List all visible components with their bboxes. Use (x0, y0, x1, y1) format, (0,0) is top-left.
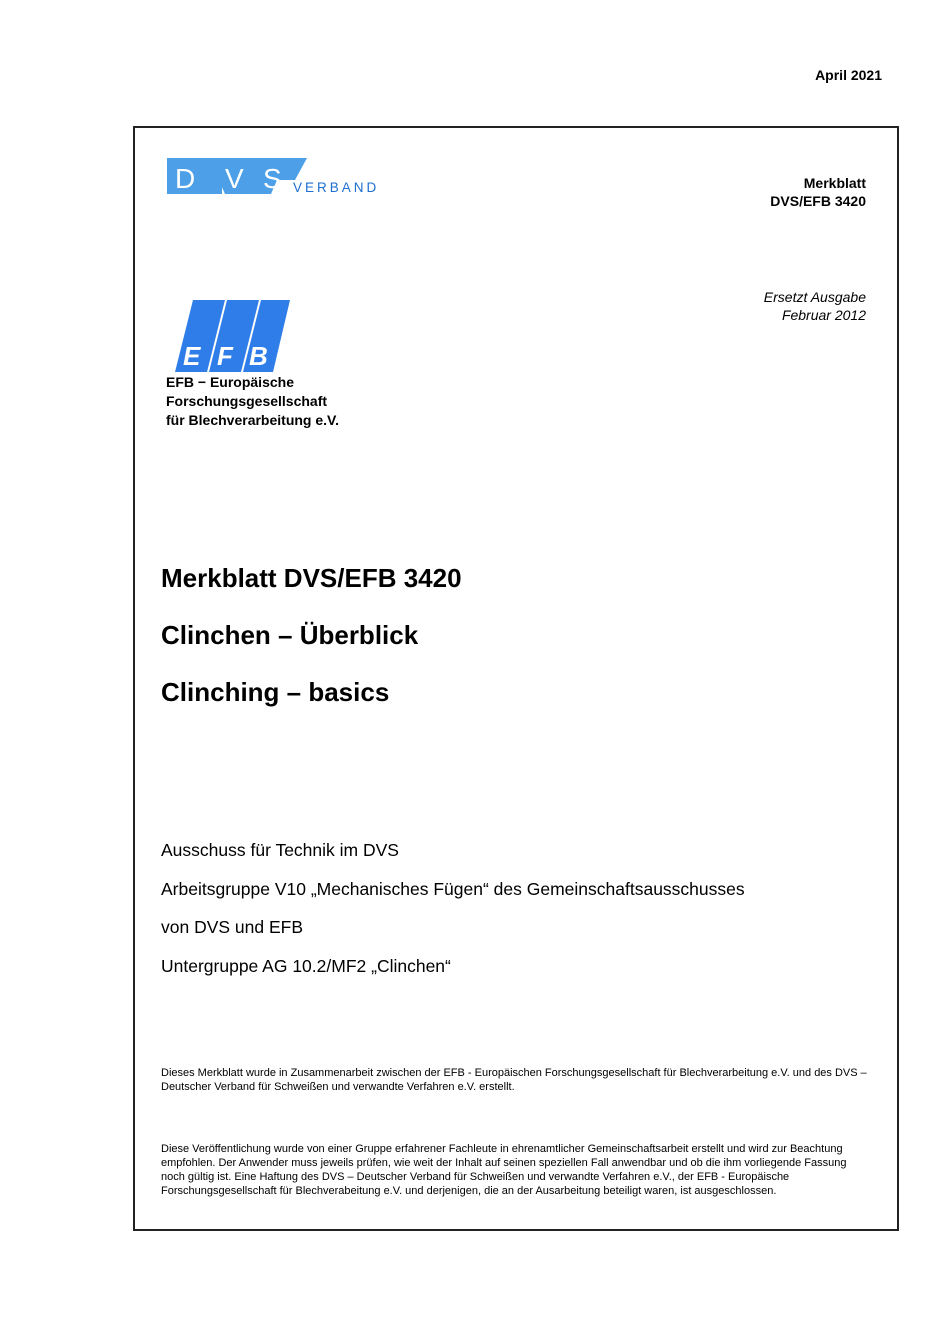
efb-logo-letter-e: E (183, 341, 201, 371)
dvs-logo-letter-v: V (225, 163, 244, 194)
document-id (770, 174, 866, 210)
committee-line: Arbeitsgruppe V10 „Mechanisches Fügen“ des Gemeinschaftsausschusses (161, 878, 745, 899)
english-subtitle: Clinching – basics (161, 677, 390, 707)
efb-name-line: EFB − Europäische (166, 374, 294, 390)
efb-logo (175, 300, 290, 372)
dvs-logo-letter-s: S (263, 163, 282, 194)
main-title: Merkblatt DVS/EFB 3420 (161, 563, 462, 593)
committee-line: Ausschuss für Technik im DVS (161, 840, 399, 860)
dvs-logo-tagline: VERBAND (293, 180, 380, 195)
committee-line: von DVS und EFB (161, 917, 304, 937)
efb-name-line: für Blechverarbeitung e.V. (166, 412, 339, 428)
publication-date: April 2021 (815, 67, 882, 83)
disclaimer-note: Diese Veröffentlichung wurde von einer Gruppe erfahrener Fachleute in ehrenamtlicher Gemeinschaftsarbeit erstellt und wird zur Beachtung empfohlen. Der Anwender muss jeweils prüfen, wie weit der Inhalt auf seinen speziellen Fall anwendbar und ob die ihm vorliegende Fassung noch gültig ist. Eine Haftung des DVS – Deutscher Verband für Schweißen und verwandte Verfahren e.V., der EFB - Europäische Forschungsgesellschaft für Blechverabeitung e.V. und derjenigen, die an der Ausarbeitung beteiligt waren, ist ausgeschlossen. (161, 1143, 847, 1197)
replaces-label: Ersetzt Ausgabe (763, 289, 866, 305)
document-number: DVS/EFB 3420 (770, 193, 866, 209)
efb-organisation-name (166, 373, 339, 430)
document-type: Merkblatt (803, 175, 866, 191)
replaces-date: Februar 2012 (781, 307, 866, 323)
efb-logo-letter-f: F (217, 341, 233, 371)
cover-frame (133, 126, 899, 1231)
replaces-edition (764, 288, 866, 324)
cooperation-note: Dieses Merkblatt wurde in Zusammenarbeit zwischen der EFB - Europäischen Forschungsgesellschaft für Blechverarbeitung e.V. und des DVS – Deutscher Verband für Schweißen und verwandte Verfahren e.V. erstellt. (161, 1067, 867, 1093)
efb-name-line: Forschungsgesellschaft (166, 393, 328, 409)
efb-logo-letter-b: B (249, 341, 268, 371)
dvs-logo-letter-d: D (175, 163, 198, 194)
committee-line: Untergruppe AG 10.2/MF2 „Clinchen“ (161, 955, 451, 976)
german-subtitle: Clinchen – Überblick (161, 620, 419, 650)
committee-block (161, 836, 745, 990)
